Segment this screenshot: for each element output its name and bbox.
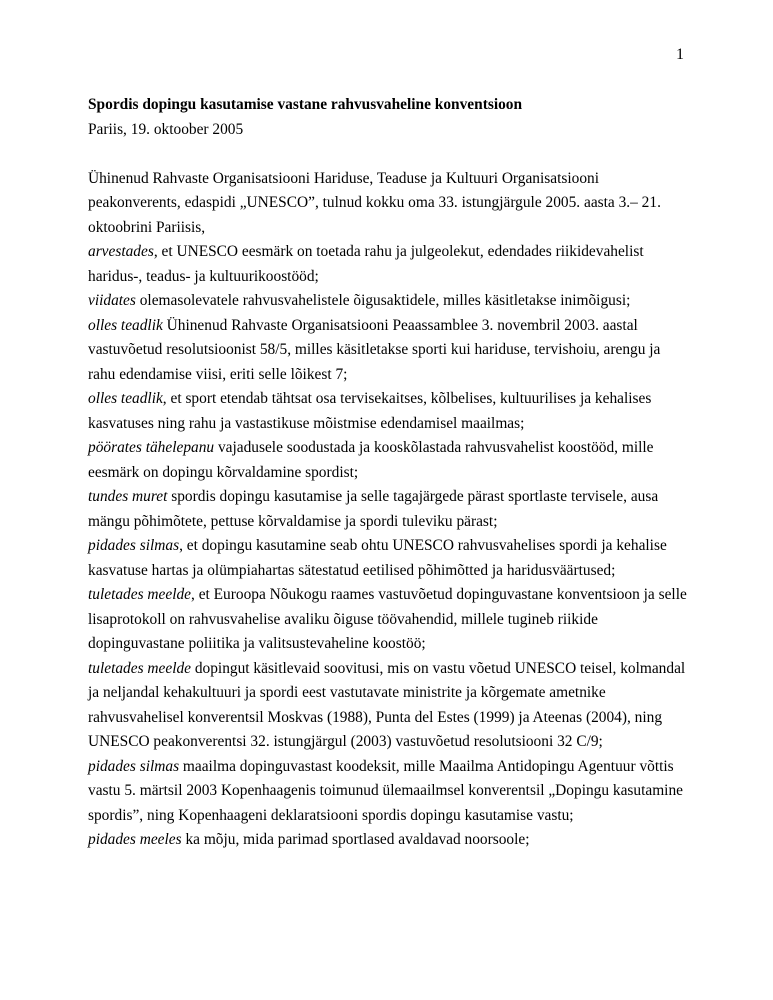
paragraph-lead: olles teadlik bbox=[88, 316, 163, 334]
paragraph-lead: pöörates tähelepanu bbox=[88, 439, 215, 456]
intro-paragraph: Ühinenud Rahvaste Organisatsiooni Hariduse, Teaduse ja Kultuuri Organisatsiooni peakonverents, edaspidi „UNESCO”, tulnud kokku oma 33. istungjärgule 2005. aasta 3.– 21. oktoobrini Pariisis, bbox=[88, 169, 661, 236]
paragraph-lead: pidades silmas bbox=[88, 757, 180, 775]
paragraph-lead: arvestades bbox=[88, 243, 154, 260]
paragraph-text: spordis dopingu kasutamise ja selle tagajärgede pärast sportlaste tervisele, ausa mängu põhimõtete, pettuse kõrvaldamise ja spordi tuleviku pärast; bbox=[88, 488, 659, 530]
preamble-paragraph bbox=[88, 289, 688, 314]
paragraph-lead: tuletades meelde bbox=[88, 659, 191, 677]
paragraph-text: , et UNESCO eesmärk on toetada rahu ja julgeolekut, edendades riikidevahelist haridus-, teadus- ja kultuurikoostööd; bbox=[88, 243, 644, 285]
preamble-paragraph bbox=[88, 583, 688, 657]
paragraph-lead: tuletades meelde bbox=[88, 586, 191, 603]
paragraph-lead: viidates bbox=[88, 292, 136, 309]
paragraph-text: dopingut käsitlevaid soovitusi, mis on vastu võetud UNESCO teisel, kolmandal ja neljandal kehakultuuri ja spordi eest vastutavate ministrite ja kõrgemate ametnike rahvusvahelisel konverentsil Moskvas (1988), Punta del Estes (1999) ja Ateenas (2004), ning UNESCO peakonverentsi 32. istungjärgul (2003) vastuvõetud resolutsiooni 32 C/9; bbox=[88, 659, 686, 750]
paragraph-lead: pidades silmas bbox=[88, 537, 180, 554]
page-number: 1 bbox=[676, 46, 684, 63]
paragraph-lead: olles teadlik bbox=[88, 390, 163, 407]
preamble-paragraph bbox=[88, 387, 688, 436]
paragraph-text: , et Euroopa Nõukogu raames vastuvõetud dopinguvastane konventsioon ja selle lisaprotokoll on rahvusvahelise avaliku õiguse töövahendid, millele tugineb riikide dopinguvastane poliitika ja valitsustevaheline koostöö; bbox=[88, 586, 687, 652]
paragraph-text: ka mõju, mida parimad sportlased avaldavad noorsoole; bbox=[181, 831, 530, 848]
preamble-paragraph bbox=[88, 240, 688, 289]
spacer bbox=[88, 142, 688, 167]
paragraph-text: , et dopingu kasutamine seab ohtu UNESCO rahvusvahelises spordi ja kehalise kasvatuse hartas ja olümpiahartas sätestatud eetilised põhimõtted ja haridusväärtused; bbox=[88, 537, 667, 579]
preamble-paragraph bbox=[88, 314, 688, 388]
preamble-paragraph bbox=[88, 755, 688, 829]
preamble-paragraph bbox=[88, 828, 688, 853]
document-body bbox=[88, 93, 688, 853]
paragraph-text: maailma dopinguvastast koodeksit, mille Maailma Antidopingu Agentuur võttis vastu 5. märtsil 2003 Kopenhaagenis toimunud ülemaailmsel konverentsil „Dopingu kasutamine spordis”, ning Kopenhaageni deklaratsiooni spordis dopingu kasutamise vastu; bbox=[88, 757, 683, 824]
paragraph-text: olemasolevatele rahvusvahelistele õigusaktidele, milles käsitletakse inimõigusi; bbox=[135, 292, 631, 309]
paragraph-lead: tundes muret bbox=[88, 488, 168, 505]
paragraph-text: vajadusele soodustada ja kooskõlastada rahvusvahelist koostööd, mille eesmärk on dopingu kõrvaldamine spordist; bbox=[88, 439, 654, 481]
paragraph-text: , et sport etendab tähtsat osa tervisekaitses, kõlbelises, kultuurilises ja kehalises kasvatuses ning rahu ja vastastikuse mõistmise edendamisel maailmas; bbox=[88, 390, 652, 432]
paragraph-text: Ühinenud Rahvaste Organisatsiooni Peaassamblee 3. novembril 2003. aastal vastuvõetud resolutsioonist 58/5, milles käsitletakse sporti kui hariduse, tervishoiu, arengu ja rahu edendamise viisi, eriti selle lõikest 7; bbox=[88, 316, 661, 383]
document-subtitle: Pariis, 19. oktoober 2005 bbox=[88, 120, 244, 138]
preamble-paragraph bbox=[88, 485, 688, 534]
paragraph-lead: pidades meeles bbox=[88, 831, 182, 848]
preamble-paragraph bbox=[88, 436, 688, 485]
document-title: Spordis dopingu kasutamise vastane rahvusvaheline konventsioon bbox=[88, 96, 523, 113]
preamble-paragraph bbox=[88, 657, 688, 755]
preamble-paragraph bbox=[88, 534, 688, 583]
